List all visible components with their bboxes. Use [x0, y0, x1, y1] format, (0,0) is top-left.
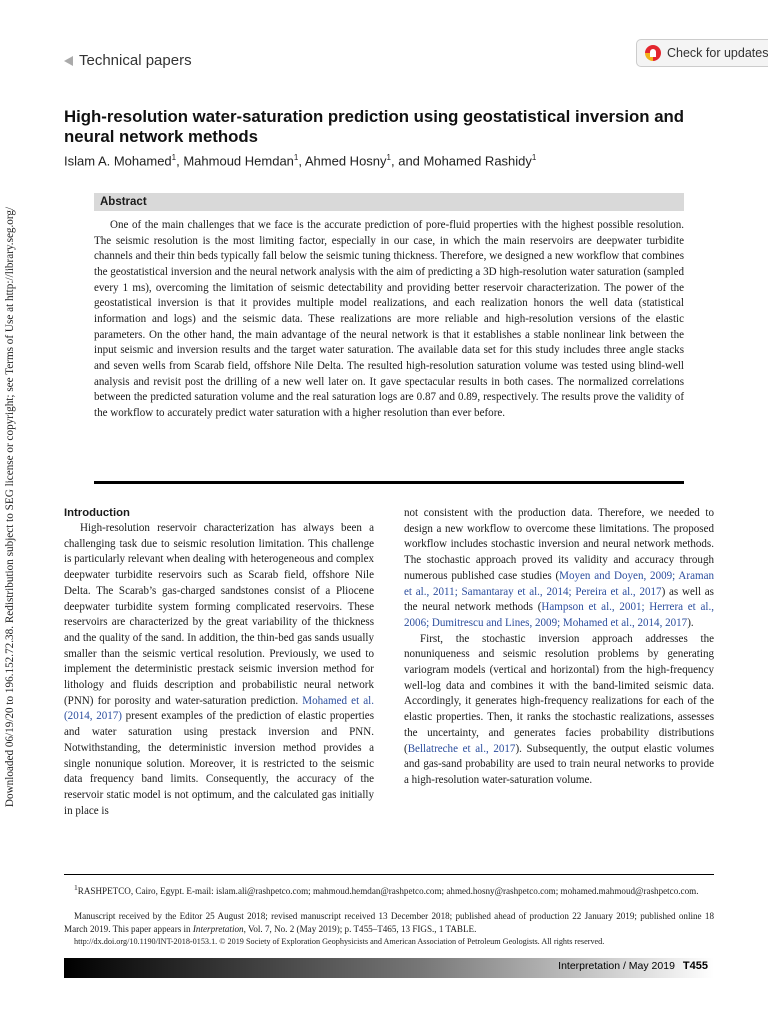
affiliation-footnote: [64, 882, 714, 898]
intro-paragraph: [404, 632, 714, 789]
author-separator: ,: [298, 153, 305, 169]
manuscript-text: Manuscript received by the Editor 25 August 2018; revised manuscript received 13 December 2018; published ahead of production 22 January 2019; published online 18 March 2019. This paper appears in: [64, 911, 714, 934]
doi-line: http://dx.doi.org/10.1190/INT-2018-0153.1. © 2019 Society of Exploration Geophysicists and American Association of Petroleum Geologists. All rights reserved.: [74, 937, 605, 946]
left-column: [64, 506, 374, 819]
crossmark-icon: [645, 45, 661, 61]
download-notice: Downloaded 06/19/20 to 196.152.72.38. Redistribution subject to SEG license or copyright; see Terms of Use at http://library.seg.org/: [4, 206, 16, 808]
author-affiliation: 1: [531, 153, 537, 162]
author-affiliation: 1: [171, 153, 177, 162]
author-separator: , and: [390, 153, 424, 169]
check-for-updates-button[interactable]: [636, 39, 768, 67]
page-number: T455: [682, 960, 708, 972]
author-affiliation: 1: [386, 153, 391, 162]
author-name: Mahmoud Hemdan: [183, 153, 294, 169]
paragraph-text: ).: [687, 616, 694, 629]
author-name: Ahmed Hosny: [304, 153, 387, 169]
citation-link[interactable]: Mohamed et al. (2014, 2017): [64, 694, 374, 723]
back-triangle-icon: [64, 56, 73, 66]
paragraph-text: ). Subsequently, the output elastic volumes and gas-sand probability are used to train neural networks to provide a high-resolution water-saturation volume.: [404, 742, 715, 786]
citation-link[interactable]: Hampson et al., 2001; Herrera et al., 2006; Dumitrescu and Lines, 2009; Mohamed et al., 2014, 2017: [404, 601, 714, 629]
footer-issue: Interpretation / May 2019: [558, 960, 675, 972]
paragraph-text: ) as well as the neural network methods (: [404, 585, 714, 614]
citation-link[interactable]: Moyen and Doyen, 2009; Araman et al., 2011; Samantaray et al., 2014; Pereira et al., 2017: [404, 569, 714, 598]
author-list: [64, 153, 536, 168]
manuscript-history: [64, 910, 714, 935]
abstract-divider: [94, 481, 684, 484]
manuscript-text: , Vol. 7, No. 2 (May 2019); p. T455–T465, 13 FIGS., 1 TABLE.: [243, 923, 477, 934]
paragraph-text: High-resolution reservoir characterization has always been a challenging task due to seismic resolution limitation. This challenge is particularly relevant when dealing with heterogeneous and complex deepwater turbidite reservoirs such as Scarab field, offshore Nile Delta. The Scarab’s gas-charged sandstones consist of a Pliocene deepwater turbidite system forming complicated reservoirs. These reservoirs are characterized by the great variability of the thickness and the quality of the sand. In addition, the thin-bed gas sands usually smaller than the seismic vertical resolution. Previously, we used to implement the deterministic prestack seismic inversion method for lithology and fluids description and probabilistic neural network (PNN) for porosity and water-saturation prediction.: [64, 522, 374, 707]
footnote-mark: 1: [74, 883, 78, 892]
section-label[interactable]: [64, 52, 192, 69]
paragraph-text: not consistent with the production data. Therefore, we needed to design a new workflow to overcome these limitations. The proposed workflow includes stochastic inversion and neural network methods. The stochastic approach proved its validity and accuracy through numerous published case studies (: [404, 507, 714, 582]
author-name: Islam A. Mohamed: [64, 153, 172, 169]
footer-journal-info: [558, 960, 708, 972]
journal-name: Interpretation: [192, 923, 244, 934]
author-affiliation: 1: [293, 153, 299, 162]
citation-link[interactable]: Bellatreche et al., 2017: [407, 742, 516, 755]
author-separator: ,: [176, 153, 184, 169]
paragraph-text: First, the stochastic inversion approach addresses the nonuniqueness and seismic resolution problems by generating variogram models (vertical and horizontal) from the high-frequency well-log data and combines it with the band-limited seismic data. Accordingly, it generates high-frequency realizations for each of the elastic properties. Then, it ranks the stochastic realizations, assesses the uncertainty, and generates facies probability distributions (: [404, 632, 714, 755]
abstract-heading: Abstract: [94, 193, 684, 211]
footnote-divider: [64, 874, 714, 875]
section-label-text: Technical papers: [79, 52, 192, 69]
check-for-updates-label: Check for updates: [667, 46, 768, 60]
intro-paragraph: [404, 506, 714, 632]
affiliation-text: RASHPETCO, Cairo, Egypt. E-mail: islam.ali@rashpetco.com; mahmoud.hemdan@rashpetco.com; ahmed.hosny@rashpetco.com; mohamed.mahmoud@rashpetco.com.: [77, 886, 699, 897]
introduction-heading: Introduction: [64, 507, 130, 519]
paragraph-text: present examples of the prediction of elastic properties and water saturation using prestack inversion and PNN. Notwithstanding, the deterministic inversion method provides a single nonunique solution. Moreover, it is restricted to the seismic data frequency band limits. Consequently, the accuracy of the reservoir static model is not optimum, and the calculated gas initially in place is: [64, 710, 374, 817]
abstract-text: One of the main challenges that we face is the accurate prediction of pore-fluid properties with the highest possible resolution. The seismic resolution is the most limiting factor, especially in our case, in which the main reservoirs are deepwater turbidite channels and their thin beds typically fall below the seismic tuning thickness. Therefore, we designed a new workflow that combines the geostatistical inversion and the neural network analysis with the aim of predicting a 3D high-resolution water saturation (sampled every 1 ms), overcoming the limitation of seismic detectability and providing better reservoir characterization. The power of the geostatistical inversion is that it provides multiple model realizations, and each realization honors the well data (statistical information and logs) and the seismic data. These realizations are more reliable and high-resolution versions of the elastic parameters. On the other hand, the main advantage of the neural network is that it establishes a stable nonlinear link between the input seismic and inversion results and the target water saturation. The available data set for this study includes three angle stacks and seven wells from Scarab field, offshore Nile Delta. The resulted high-resolution saturation volume was tested using blind-well analysis and revisit post the drilling of a new well later on. It gave spectacular results in both cases. The normalized correlations between the predicted saturation volume and the real saturation logs are 0.87 and 0.89, respectively. The results prove the validity of the workflow to accurately predict water saturation with a higher resolution than ever before.: [94, 219, 684, 419]
intro-paragraph: [64, 521, 374, 819]
author-name: Mohamed Rashidy: [423, 153, 532, 169]
right-column: [404, 506, 714, 789]
article-title: High-resolution water-saturation prediction using geostatistical inversion and neural network methods: [64, 107, 685, 146]
